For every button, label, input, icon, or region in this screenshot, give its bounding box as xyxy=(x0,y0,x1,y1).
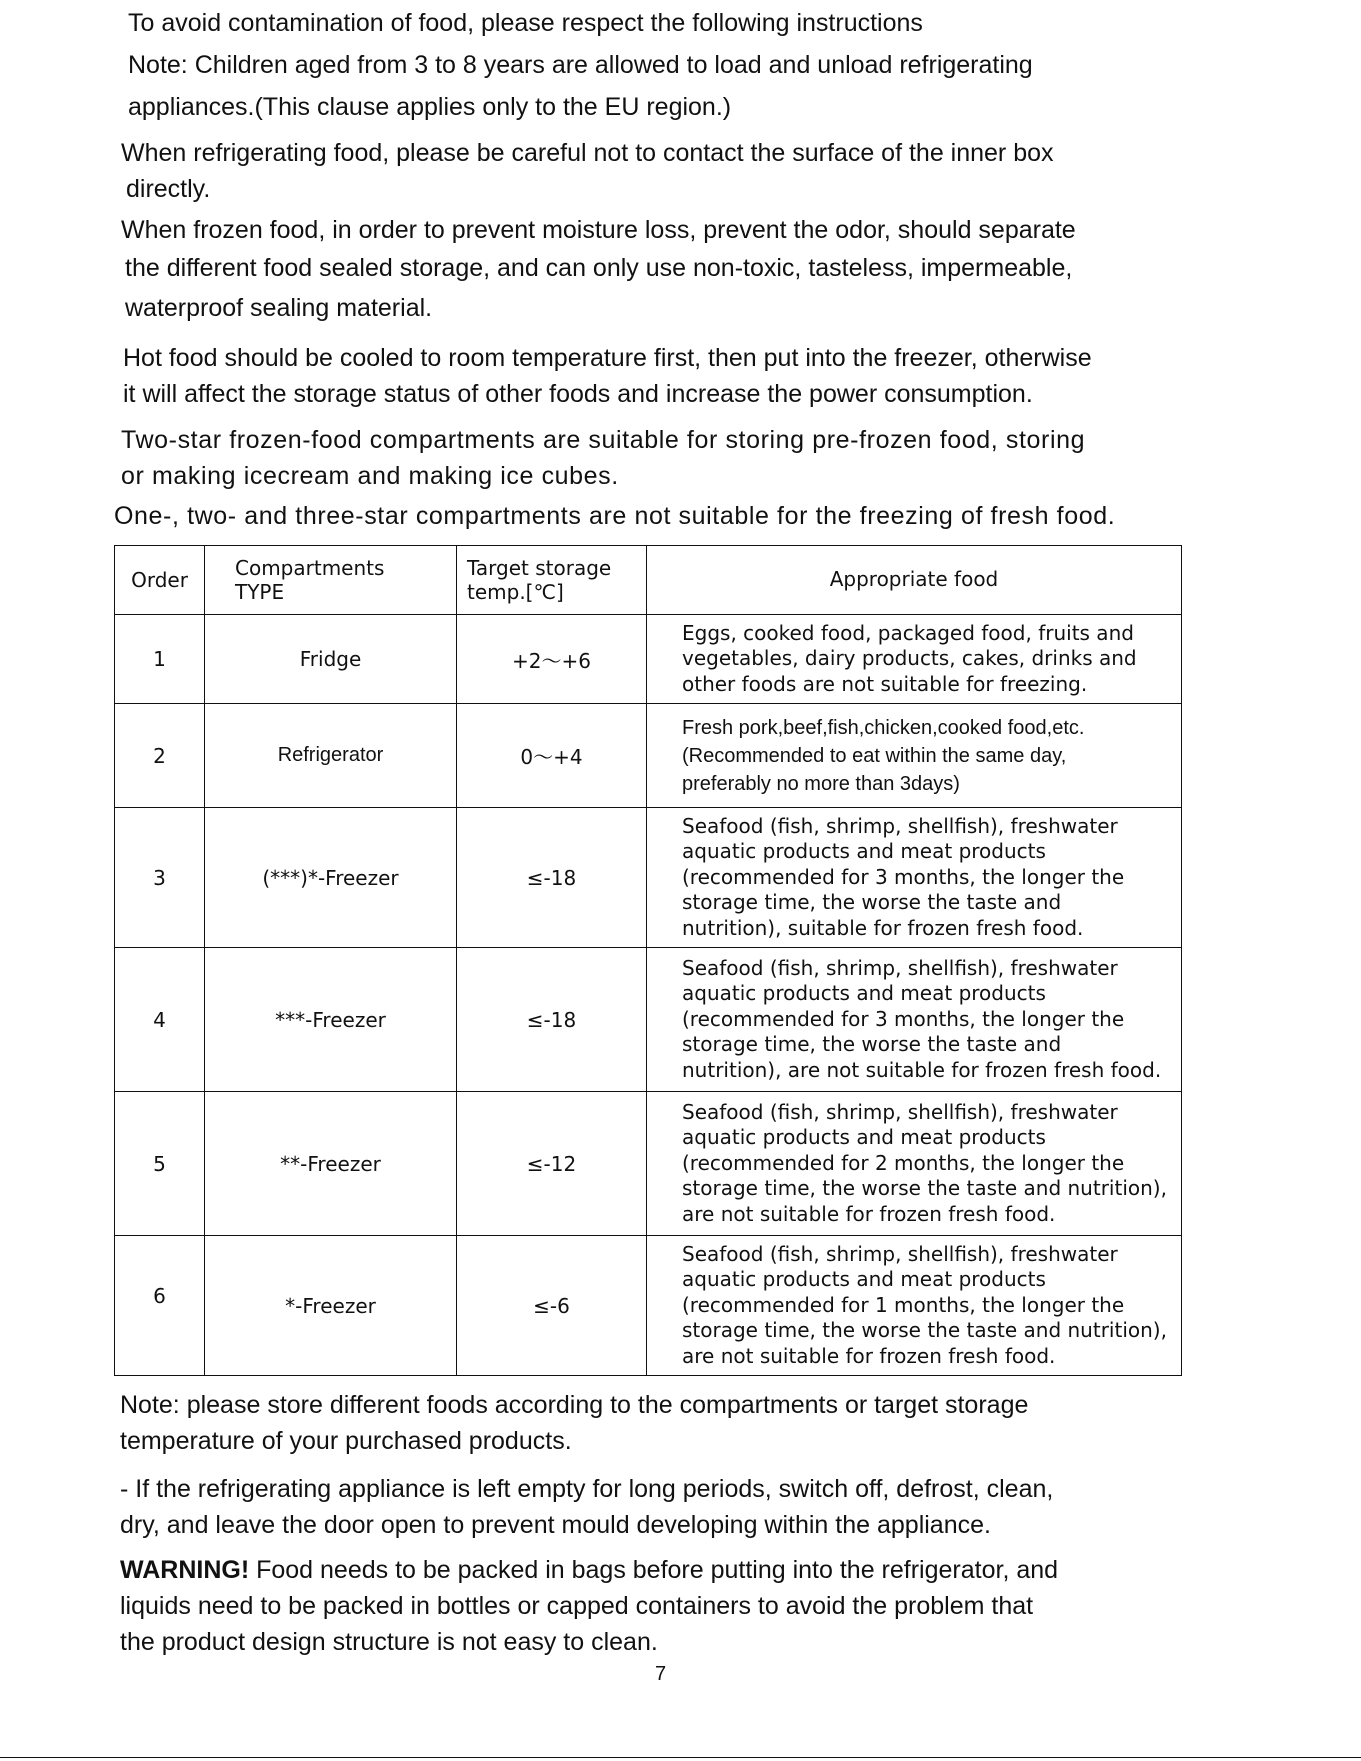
refrigerating-line: When refrigerating food, please be careful not to contact the surface of the inner box xyxy=(121,139,1054,167)
food-line: storage time, the worse the taste and nutrition), xyxy=(682,1318,1167,1343)
warning-line: liquids need to be packed in bottles or capped containers to avoid the problem that xyxy=(120,1592,1034,1620)
instruction-heading xyxy=(128,5,923,41)
food-line: (recommended for 3 months, the longer the xyxy=(682,864,1125,889)
food-line: (recommended for 2 months, the longer the xyxy=(682,1150,1125,1175)
header-target-temp xyxy=(457,546,647,615)
instruction-text: To avoid contamination of food, please respect the following instructions xyxy=(128,9,923,37)
star-compartments-text: One-, two- and three-star compartments are not suitable for the freezing of fresh food. xyxy=(114,502,1116,530)
food-line: (Recommended to eat within the same day, xyxy=(682,744,1067,767)
warning-line: Food needs to be packed in bags before putting into the refrigerator, and xyxy=(249,1556,1059,1584)
food-line: vegetables, dairy products, cakes, drinks and xyxy=(682,646,1137,671)
food-line: nutrition), suitable for frozen fresh food. xyxy=(682,915,1084,940)
temp-cell: ≤-18 xyxy=(457,948,647,1092)
two-star-instruction xyxy=(121,422,1085,494)
food-line: aquatic products and meat products xyxy=(682,1125,1046,1150)
storage-note-line: temperature of your purchased products. xyxy=(120,1427,572,1455)
order-cell: 5 xyxy=(115,1092,205,1236)
food-line: preferably no more than 3days) xyxy=(682,772,960,795)
food-cell xyxy=(647,1236,1182,1376)
order-cell: 1 xyxy=(115,615,205,704)
food-line: nutrition), are not suitable for frozen fresh food. xyxy=(682,1057,1162,1082)
food-cell xyxy=(647,704,1182,808)
header-line: Compartments xyxy=(235,556,385,580)
star-compartments-note xyxy=(114,498,1115,534)
food-line: (recommended for 3 months, the longer the xyxy=(682,1006,1125,1031)
food-line: Seafood (fish, shrimp, shellfish), freshwater xyxy=(682,813,1118,838)
children-note-line: Note: Children aged from 3 to 8 years are allowed to load and unload refrigerating xyxy=(128,51,1033,79)
temp-cell: ≤-18 xyxy=(457,808,647,948)
frozen-food-instruction xyxy=(121,212,1076,326)
temp-cell: +2～+6 xyxy=(457,615,647,704)
food-line: Seafood (fish, shrimp, shellfish), freshwater xyxy=(682,955,1118,980)
temp-cell: 0～+4 xyxy=(457,704,647,808)
food-line: other foods are not suitable for freezing. xyxy=(682,671,1088,696)
food-line: aquatic products and meat products xyxy=(682,1267,1046,1292)
type-cell: Refrigerator xyxy=(205,704,457,808)
warning-first-line xyxy=(120,1552,1058,1588)
order-cell: 4 xyxy=(115,948,205,1092)
header-line: temp.[℃] xyxy=(467,580,564,604)
food-line: aquatic products and meat products xyxy=(682,981,1046,1006)
food-cell xyxy=(647,808,1182,948)
food-cell xyxy=(647,615,1182,704)
temp-cell: ≤-12 xyxy=(457,1092,647,1236)
type-cell: *-Freezer xyxy=(205,1236,457,1376)
header-line: TYPE xyxy=(235,580,285,604)
table-row xyxy=(115,808,1182,948)
table-row xyxy=(115,704,1182,808)
food-line: storage time, the worse the taste and xyxy=(682,1032,1062,1057)
empty-appliance-note xyxy=(120,1471,1053,1543)
page-number: 7 xyxy=(655,1663,667,1685)
food-line: are not suitable for frozen fresh food. xyxy=(682,1201,1056,1226)
children-note xyxy=(128,47,1033,125)
storage-note-line: Note: please store different foods according to the compartments or target storage xyxy=(120,1391,1029,1419)
storage-note xyxy=(120,1387,1028,1459)
food-line: Fresh pork,beef,fish,chicken,cooked food,etc. xyxy=(682,716,1085,739)
type-cell: **-Freezer xyxy=(205,1092,457,1236)
warning-label: WARNING! xyxy=(120,1556,250,1584)
food-cell xyxy=(647,948,1182,1092)
food-line: Eggs, cooked food, packaged food, fruits and xyxy=(682,620,1134,645)
hot-food-instruction xyxy=(123,340,1092,412)
table-row xyxy=(115,1236,1182,1376)
header-order: Order xyxy=(115,546,205,615)
refrigerating-instruction xyxy=(121,135,1054,207)
temp-cell: ≤-6 xyxy=(457,1236,647,1376)
warning-block xyxy=(120,1552,1058,1660)
header-line: Target storage xyxy=(467,556,612,580)
footer-divider xyxy=(0,1757,1361,1758)
type-cell: ***-Freezer xyxy=(205,948,457,1092)
order-cell: 3 xyxy=(115,808,205,948)
table-row xyxy=(115,948,1182,1092)
food-line: storage time, the worse the taste and nutrition), xyxy=(682,1176,1167,1201)
order-cell: 2 xyxy=(115,704,205,808)
children-note-line: appliances.(This clause applies only to the EU region.) xyxy=(128,93,732,121)
type-cell: (***)*-Freezer xyxy=(205,808,457,948)
food-line: (recommended for 1 months, the longer the xyxy=(682,1292,1125,1317)
warning-line: the product design structure is not easy to clean. xyxy=(120,1628,658,1656)
food-line: Seafood (fish, shrimp, shellfish), freshwater xyxy=(682,1099,1118,1124)
refrigerating-line: directly. xyxy=(126,175,211,203)
header-appropriate-food: Appropriate food xyxy=(647,546,1182,615)
type-cell: Fridge xyxy=(205,615,457,704)
header-compartments-type xyxy=(205,546,457,615)
hot-food-line: it will affect the storage status of other foods and increase the power consumption. xyxy=(123,380,1033,408)
frozen-line: the different food sealed storage, and can only use non-toxic, tasteless, impermeable, xyxy=(125,254,1073,282)
food-line: Seafood (fish, shrimp, shellfish), freshwater xyxy=(682,1241,1118,1266)
two-star-line: or making icecream and making ice cubes. xyxy=(121,462,619,490)
food-line: storage time, the worse the taste and xyxy=(682,890,1062,915)
frozen-line: When frozen food, in order to prevent moisture loss, prevent the odor, should separate xyxy=(121,216,1076,244)
table-row xyxy=(115,615,1182,704)
frozen-line: waterproof sealing material. xyxy=(125,294,433,322)
table-row xyxy=(115,1092,1182,1236)
order-cell: 6 xyxy=(115,1236,205,1376)
empty-note-line: - If the refrigerating appliance is left empty for long periods, switch off, defrost, clean, xyxy=(120,1475,1054,1503)
food-cell xyxy=(647,1092,1182,1236)
two-star-line: Two-star frozen-food compartments are suitable for storing pre-frozen food, storing xyxy=(121,426,1086,454)
table-header-row xyxy=(115,546,1182,615)
hot-food-line: Hot food should be cooled to room temperature first, then put into the freezer, otherwise xyxy=(123,344,1092,372)
food-line: aquatic products and meat products xyxy=(682,839,1046,864)
compartments-table xyxy=(114,545,1182,1376)
food-line: are not suitable for frozen fresh food. xyxy=(682,1343,1056,1368)
empty-note-line: dry, and leave the door open to prevent mould developing within the appliance. xyxy=(120,1511,991,1539)
